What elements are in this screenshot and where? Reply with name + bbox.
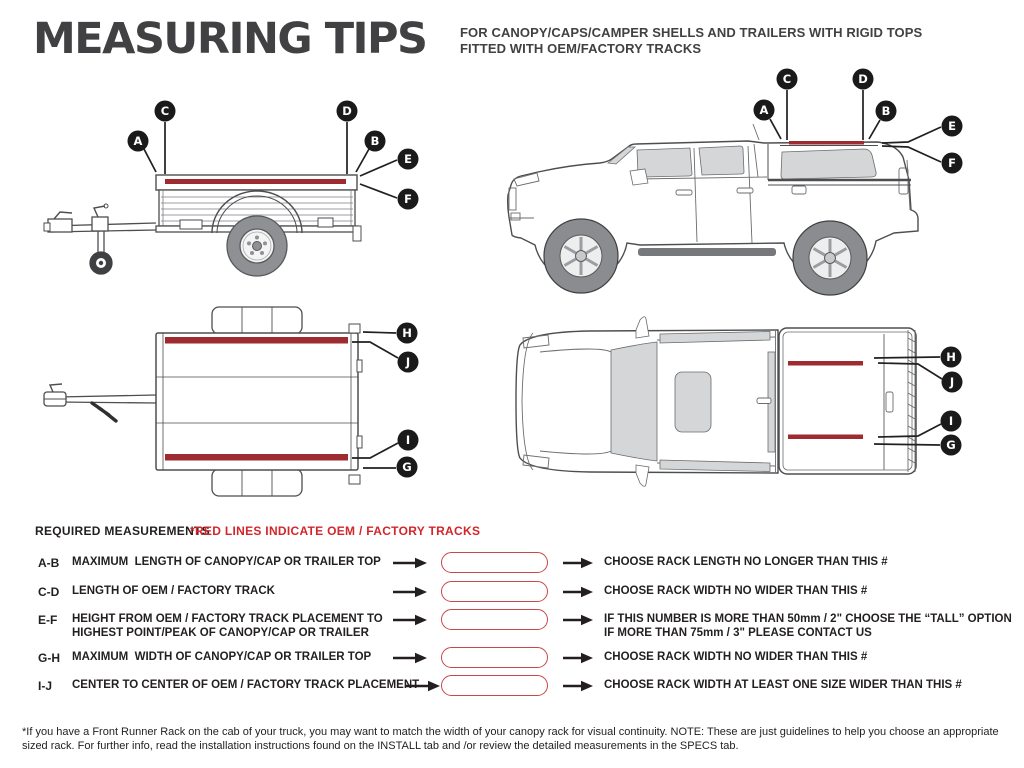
- arrow-right-icon: [406, 680, 440, 692]
- measurement-outcome: CHOOSE RACK LENGTH NO LONGER THAN THIS #: [604, 556, 888, 568]
- measurement-desc: MAXIMUM WIDTH OF CANOPY/CAP OR TRAILER TOP: [72, 651, 372, 663]
- oem-track-line: [165, 179, 346, 184]
- oem-track-line: [165, 454, 348, 461]
- truck-top-view-diagram: [490, 300, 1024, 510]
- callout-e-letter: E: [404, 152, 412, 166]
- oem-track-line: [788, 361, 863, 366]
- callout-f-letter: F: [948, 156, 956, 170]
- measurement-key: E-F: [38, 613, 58, 627]
- callout-b-letter: B: [881, 104, 891, 118]
- measurement-desc: HEIGHT FROM OEM / FACTORY TRACK PLACEMENT TO HIGHEST POINT/PEAK OF CANOPY/CAP OR TRAILER: [72, 613, 383, 639]
- callout-d-letter: D: [342, 104, 352, 118]
- measurement-outcome: IF THIS NUMBER IS MORE THAN 50mm / 2" CHOOSE THE “TALL” OPTION IF MORE THAN 75mm / 3" PLEASE CONTACT US: [604, 613, 1012, 639]
- callout-g-letter: G: [402, 460, 412, 474]
- trailer-top-view-diagram: [20, 298, 460, 510]
- arrow-right-icon: [563, 652, 593, 664]
- arrow-right-icon: [563, 586, 593, 598]
- measurement-key: C-D: [38, 585, 60, 599]
- callout-e-letter: E: [948, 119, 956, 133]
- callout-c-letter: C: [782, 72, 792, 86]
- measurement-key: G-H: [38, 651, 60, 665]
- measurement-desc: LENGTH OF OEM / FACTORY TRACK: [72, 585, 275, 597]
- measurement-blank-field[interactable]: [441, 675, 548, 696]
- arrow-right-icon: [393, 586, 427, 598]
- oem-track-line: [788, 435, 863, 440]
- callout-d-letter: D: [858, 72, 868, 86]
- callout-i-letter: I: [405, 433, 411, 447]
- measurement-desc: CENTER TO CENTER OF OEM / FACTORY TRACK PLACEMENT: [72, 679, 420, 691]
- arrow-right-icon: [393, 614, 427, 626]
- truck-side-view-diagram: [480, 60, 1024, 300]
- subtitle-line-1: FOR CANOPY/CAPS/CAMPER SHELLS AND TRAILERS WITH RIGID TOPS: [460, 25, 923, 40]
- callout-j-letter: J: [949, 375, 955, 389]
- callout-h-letter: H: [402, 326, 412, 340]
- measurement-outcome: CHOOSE RACK WIDTH NO WIDER THAN THIS #: [604, 651, 868, 663]
- subtitle-line-2: FITTED WITH OEM/FACTORY TRACKS: [460, 40, 702, 56]
- page-subtitle: [460, 25, 922, 56]
- truck-top-callouts: [941, 347, 963, 456]
- measurement-blank-field[interactable]: [441, 609, 548, 630]
- callout-g-letter: G: [946, 438, 956, 452]
- trailer-side-view-diagram: [20, 86, 460, 296]
- arrow-right-icon: [563, 614, 593, 626]
- measurement-blank-field[interactable]: [441, 647, 548, 668]
- arrow-right-icon: [563, 557, 593, 569]
- measurement-outcome: CHOOSE RACK WIDTH NO WIDER THAN THIS #: [604, 585, 868, 597]
- measurement-key: I-J: [38, 679, 53, 693]
- footnote: [22, 726, 1022, 753]
- measurement-outcome: CHOOSE RACK WIDTH AT LEAST ONE SIZE WIDER THAN THIS #: [604, 679, 962, 691]
- page-title: MEASURING TIPS: [33, 14, 427, 64]
- arrow-right-icon: [393, 557, 427, 569]
- measurement-blank-field[interactable]: [441, 581, 548, 602]
- measurement-row-ef: [38, 613, 1024, 647]
- measurement-blank-field[interactable]: [441, 552, 548, 573]
- footnote-line-1: *If you have a Front Runner Rack on the cab of your truck, you may want to match the width of your canopy rack for visual continuity. NOTE: These are just guidelines to help you choose an appropriate: [22, 726, 999, 738]
- measurement-row-ij: [38, 679, 1024, 709]
- trailer-top-callouts: [397, 323, 419, 478]
- measurement-desc: MAXIMUM LENGTH OF CANOPY/CAP OR TRAILER TOP: [72, 556, 381, 568]
- measurements-heading: REQUIRED MEASUREMENTS: [35, 524, 210, 538]
- red-lines-note: *RED LINES INDICATE OEM / FACTORY TRACKS: [190, 524, 481, 538]
- callout-a-letter: A: [133, 134, 143, 148]
- arrow-right-icon: [393, 652, 427, 664]
- oem-track-line: [165, 337, 348, 344]
- callout-h-letter: H: [946, 350, 956, 364]
- callout-a-letter: A: [759, 103, 769, 117]
- callout-i-letter: I: [948, 414, 954, 428]
- footnote-line-2: sized rack. For further info, read the installation instructions found on the INSTALL tab and /or review the detailed measurements in the SPECS tab.: [22, 739, 739, 752]
- callout-f-letter: F: [404, 192, 412, 206]
- measurement-key: A-B: [38, 556, 60, 570]
- arrow-right-icon: [563, 680, 593, 692]
- callout-b-letter: B: [370, 134, 380, 148]
- callout-c-letter: C: [160, 104, 170, 118]
- oem-track-line: [789, 141, 864, 145]
- callout-j-letter: J: [405, 355, 411, 369]
